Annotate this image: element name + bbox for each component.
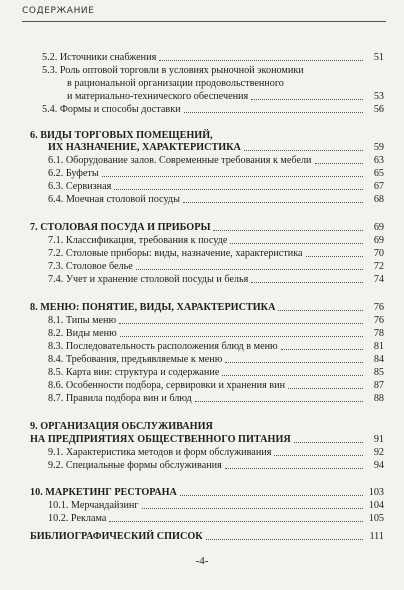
toc-entry: 6.2. Буфеты 65 [48,168,384,179]
toc-entry: 8.1. Типы меню 76 [48,315,384,326]
toc-entry: 7.1. Классификация, требования к посуде 69 [48,235,384,246]
toc-entry: 9.2. Специальные формы обслуживания 94 [48,460,384,471]
toc-entry: 9.1. Характеристика методов и форм обслуживания 92 [48,447,384,458]
toc-entry: 7.4. Учет и хранение столовой посуды и белья 74 [48,274,384,285]
toc-chapter: 7. СТОЛОВАЯ ПОСУДА И ПРИБОРЫ 69 [30,222,384,233]
toc-entry-continuation: и материально-технического обеспечения 53 [67,91,384,102]
running-header: СОДЕРЖАНИЕ [22,6,95,16]
toc-entry: 7.3. Столовое белье 72 [48,261,384,272]
toc-entry: 8.3. Последовательность расположения блюд в меню 81 [48,341,384,352]
toc-entry: 7.2. Столовые приборы: виды, назначение, характеристика 70 [48,248,384,259]
toc-entry: 10.1. Мерчандайзинг 104 [48,500,384,511]
toc-entry: 10.2. Реклама 105 [48,513,384,524]
toc-entry-continuation: в рациональной организации продовольственного [67,78,284,89]
toc-entry: 5.4. Формы и способы доставки 56 [42,104,384,115]
toc-entry: 6.4. Моечная столовой посуды 68 [48,194,384,205]
toc-entry: 8.4. Требования, предъявляемые к меню 84 [48,354,384,365]
toc-entry: 6.3. Сервизная 67 [48,181,384,192]
page-number: -4- [195,555,209,567]
toc-chapter: 6. ВИДЫ ТОРГОВЫХ ПОМЕЩЕНИЙ, [30,130,213,141]
toc-chapter: ИХ НАЗНАЧЕНИЕ, ХАРАКТЕРИСТИКА 59 [48,142,384,153]
toc-entry: 8.6. Особенности подбора, сервировки и хранения вин 87 [48,380,384,391]
toc-entry: 8.5. Карта вин: структура и содержание 85 [48,367,384,378]
toc-chapter: БИБЛИОГРАФИЧЕСКИЙ СПИСОК 111 [30,531,384,542]
toc-entry: 8.7. Правила подбора вин и блюд 88 [48,393,384,404]
header-rule [22,21,386,22]
toc-chapter: 10. МАРКЕТИНГ РЕСТОРАНА 103 [30,487,384,498]
toc-entry: 5.3. Роль оптовой торговли в условиях рыночной экономики [42,65,304,76]
toc-entry: 8.2. Виды меню 78 [48,328,384,339]
toc-chapter: 9. ОРГАНИЗАЦИЯ ОБСЛУЖИВАНИЯ [30,421,213,432]
toc-chapter: НА ПРЕДПРИЯТИЯХ ОБЩЕСТВЕННОГО ПИТАНИЯ 91 [30,434,384,445]
toc-chapter: 8. МЕНЮ: ПОНЯТИЕ, ВИДЫ, ХАРАКТЕРИСТИКА 76 [30,302,384,313]
toc-entry: 6.1. Оборудование залов. Современные требования к мебели 63 [48,155,384,166]
toc-entry: 5.2. Источники снабжения 51 [42,52,384,63]
